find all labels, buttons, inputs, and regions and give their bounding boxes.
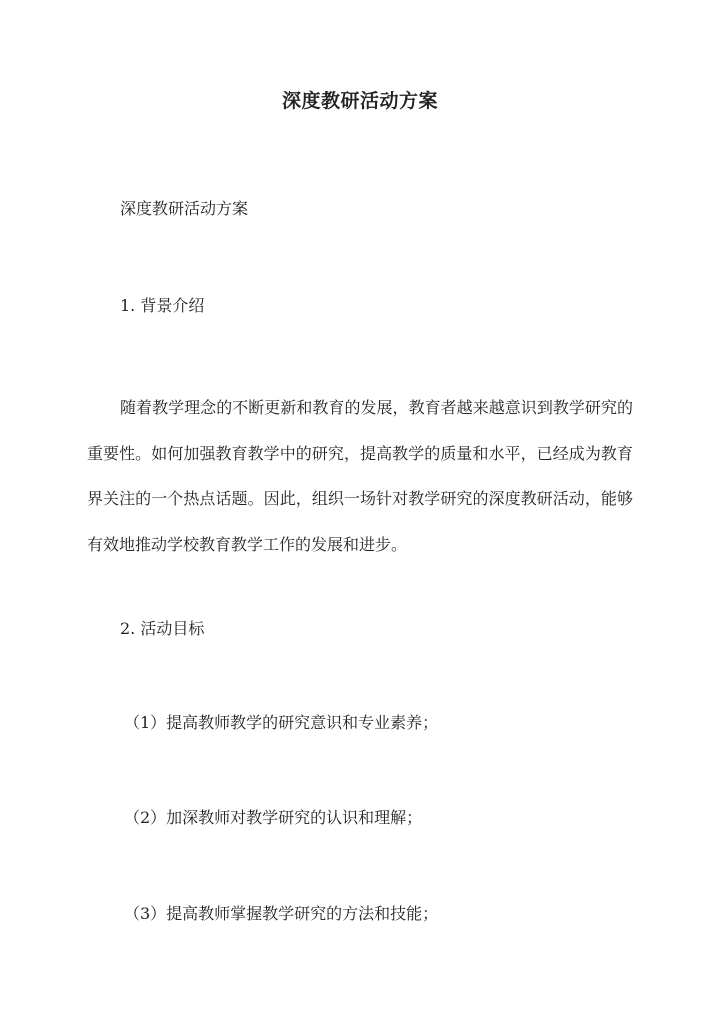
background-paragraph: 随着教学理念的不断更新和教育的发展，教育者越来越意识到教学研究的重要性。如何加强教育教学中的研究，提高教学的质量和水平，已经成为教育界关注的一个热点话题。因此，组织一场针对教学研究的深度教研活动，能够有效地推动学校教育教学工作的发展和进步。: [87, 398, 633, 554]
section-heading-goals: 2. 活动目标: [120, 619, 205, 638]
document-subtitle: 深度教研活动方案: [120, 199, 249, 218]
goal-item: （1）提高教师教学的研究意识和专业素养；: [124, 713, 439, 732]
goal-item: （3）提高教师掌握教学研究的方法和技能；: [124, 904, 439, 923]
document-title: 深度教研活动方案: [281, 90, 438, 112]
goal-item: （2）加深教师对教学研究的认识和理解；: [124, 808, 423, 827]
section-heading-background: 1. 背景介绍: [120, 296, 205, 315]
